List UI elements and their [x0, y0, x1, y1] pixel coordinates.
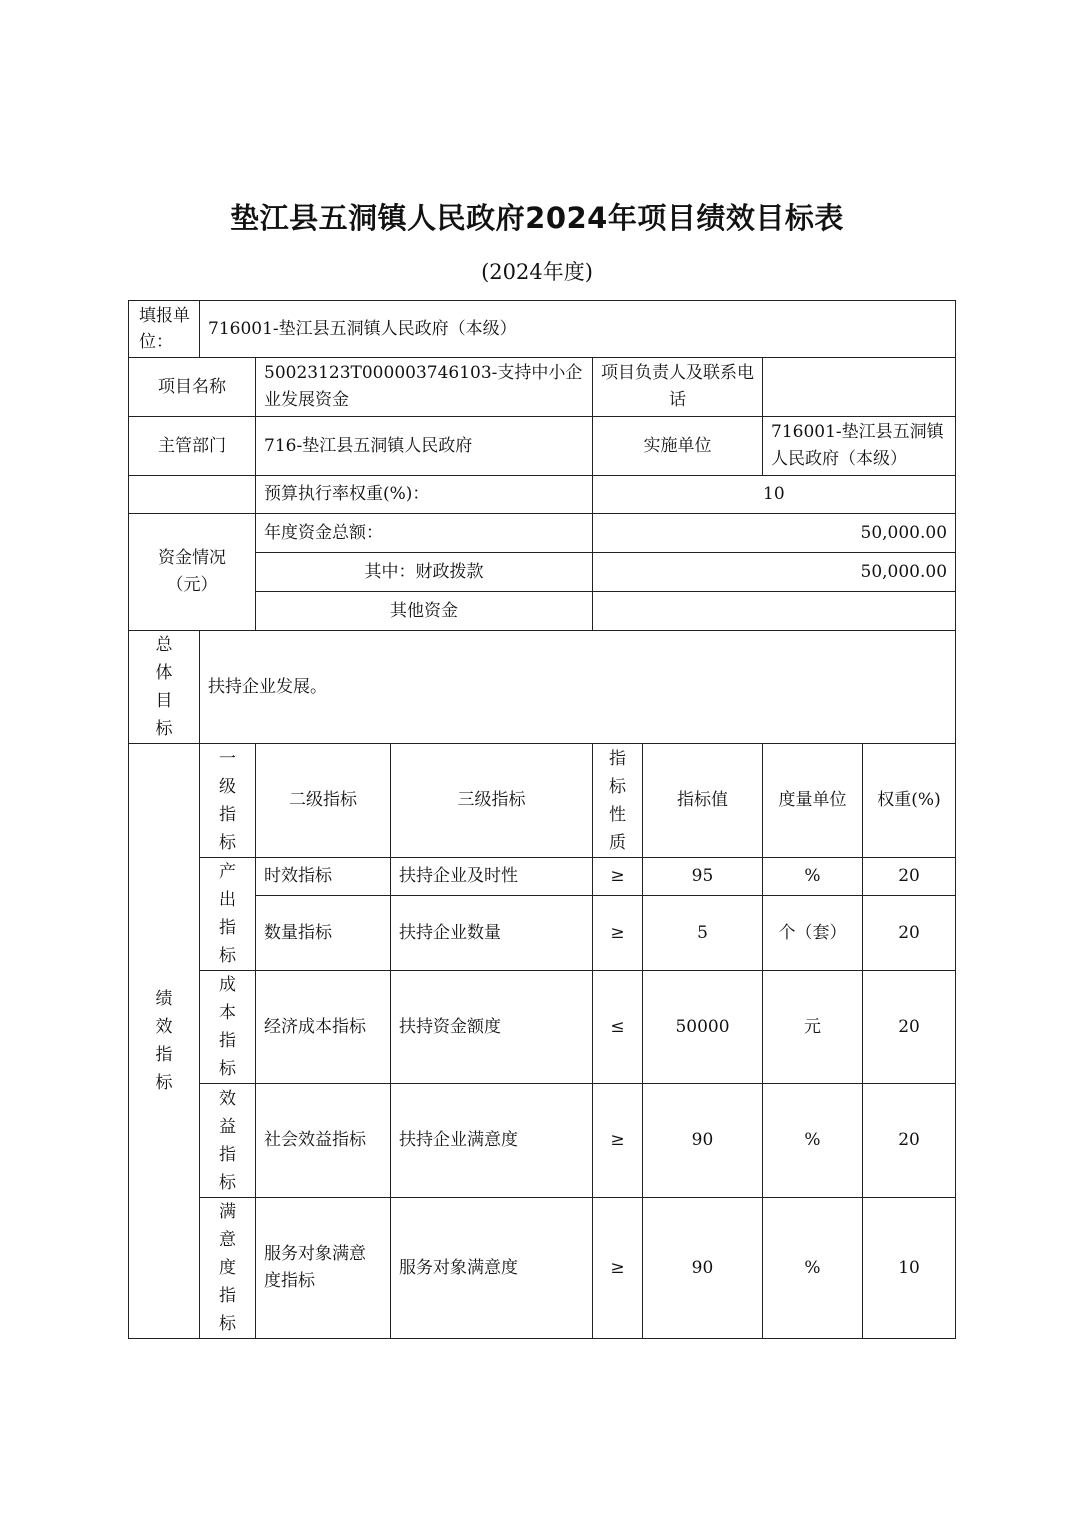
page-title: 垫江县五洞镇人民政府2024年项目绩效目标表 [230, 201, 844, 235]
indicator-level2: 经济成本指标 [256, 971, 391, 1084]
indicator-unit: % [763, 1198, 863, 1339]
funding-total-row [129, 514, 956, 553]
project-leader-label: 项目负责人及联系电话 [593, 358, 763, 417]
other-funds-value [593, 592, 956, 631]
reporting-unit-row [129, 301, 956, 358]
indicator-weight: 20 [863, 896, 956, 971]
indicator-weight: 20 [863, 1084, 956, 1198]
reporting-unit-value: 716001-垫江县五洞镇人民政府（本级） [200, 301, 956, 358]
indicator-nature: ≥ [593, 1084, 643, 1198]
other-funds-label: 其他资金 [256, 592, 593, 631]
implementing-unit-value: 716001-垫江县五洞镇人民政府（本级） [763, 417, 956, 476]
header-value: 指标值 [643, 744, 763, 858]
indicator-header-row [129, 744, 956, 858]
project-name-value: 50023123T000003746103-支持中小企业发展资金 [256, 358, 593, 417]
indicator-level1: 满意度指标 [200, 1198, 256, 1339]
indicator-level3: 扶持企业满意度 [391, 1084, 593, 1198]
indicator-value: 95 [643, 858, 763, 896]
overall-goal-value: 扶持企业发展。 [200, 631, 956, 744]
implementing-unit-label: 实施单位 [593, 417, 763, 476]
indicator-level1: 成本指标 [200, 971, 256, 1084]
indicator-value: 90 [643, 1084, 763, 1198]
competent-dept-value: 716-垫江县五洞镇人民政府 [256, 417, 593, 476]
competent-dept-label: 主管部门 [129, 417, 256, 476]
budget-weight-label: 预算执行率权重(%)： [256, 476, 593, 514]
indicator-value: 50000 [643, 971, 763, 1084]
annual-total-value: 50,000.00 [593, 514, 956, 553]
fiscal-value: 50,000.00 [593, 553, 956, 592]
indicator-row [129, 1198, 956, 1339]
indicator-level3: 扶持企业数量 [391, 896, 593, 971]
indicator-level2: 服务对象满意度指标 [256, 1198, 391, 1339]
performance-target-table [128, 300, 956, 1339]
indicator-value: 90 [643, 1198, 763, 1339]
indicator-level3: 扶持企业及时性 [391, 858, 593, 896]
indicator-nature: ≥ [593, 1198, 643, 1339]
indicator-weight: 20 [863, 971, 956, 1084]
indicator-level3: 扶持资金额度 [391, 971, 593, 1084]
indicator-row [129, 971, 956, 1084]
budget-weight-value: 10 [593, 476, 956, 514]
indicator-unit: 元 [763, 971, 863, 1084]
indicator-unit: % [763, 1084, 863, 1198]
indicator-unit: % [763, 858, 863, 896]
header-level3: 三级指标 [391, 744, 593, 858]
overall-goal-row [129, 631, 956, 744]
indicator-row [129, 858, 956, 896]
header-unit: 度量单位 [763, 744, 863, 858]
overall-goal-label: 总体目标 [129, 631, 200, 744]
indicator-level2: 社会效益指标 [256, 1084, 391, 1198]
indicator-nature: ≥ [593, 858, 643, 896]
page-subtitle: (2024年度) [481, 260, 593, 284]
annual-total-label: 年度资金总额： [256, 514, 593, 553]
header-level2: 二级指标 [256, 744, 391, 858]
indicator-value: 5 [643, 896, 763, 971]
performance-label: 绩效指标 [129, 744, 200, 1339]
indicator-level2: 数量指标 [256, 896, 391, 971]
funding-label: 资金情况（元） [129, 514, 256, 631]
department-row [129, 417, 956, 476]
fiscal-label: 其中：财政拨款 [256, 553, 593, 592]
indicator-level1: 效益指标 [200, 1084, 256, 1198]
indicator-weight: 20 [863, 858, 956, 896]
indicator-row [129, 1084, 956, 1198]
project-name-label: 项目名称 [129, 358, 256, 417]
reporting-unit-label: 填报单位： [129, 301, 200, 358]
indicator-level3: 服务对象满意度 [391, 1198, 593, 1339]
indicator-nature: ≥ [593, 896, 643, 971]
indicator-nature: ≤ [593, 971, 643, 1084]
budget-weight-row [129, 476, 956, 514]
project-name-row [129, 358, 956, 417]
project-leader-value [763, 358, 956, 417]
indicator-level2: 时效指标 [256, 858, 391, 896]
header-level1: 一级指标 [200, 744, 256, 858]
header-nature: 指标性质 [593, 744, 643, 858]
indicator-level1: 产出指标 [200, 858, 256, 971]
indicator-unit: 个（套） [763, 896, 863, 971]
header-weight: 权重(%) [863, 744, 956, 858]
indicator-weight: 10 [863, 1198, 956, 1339]
